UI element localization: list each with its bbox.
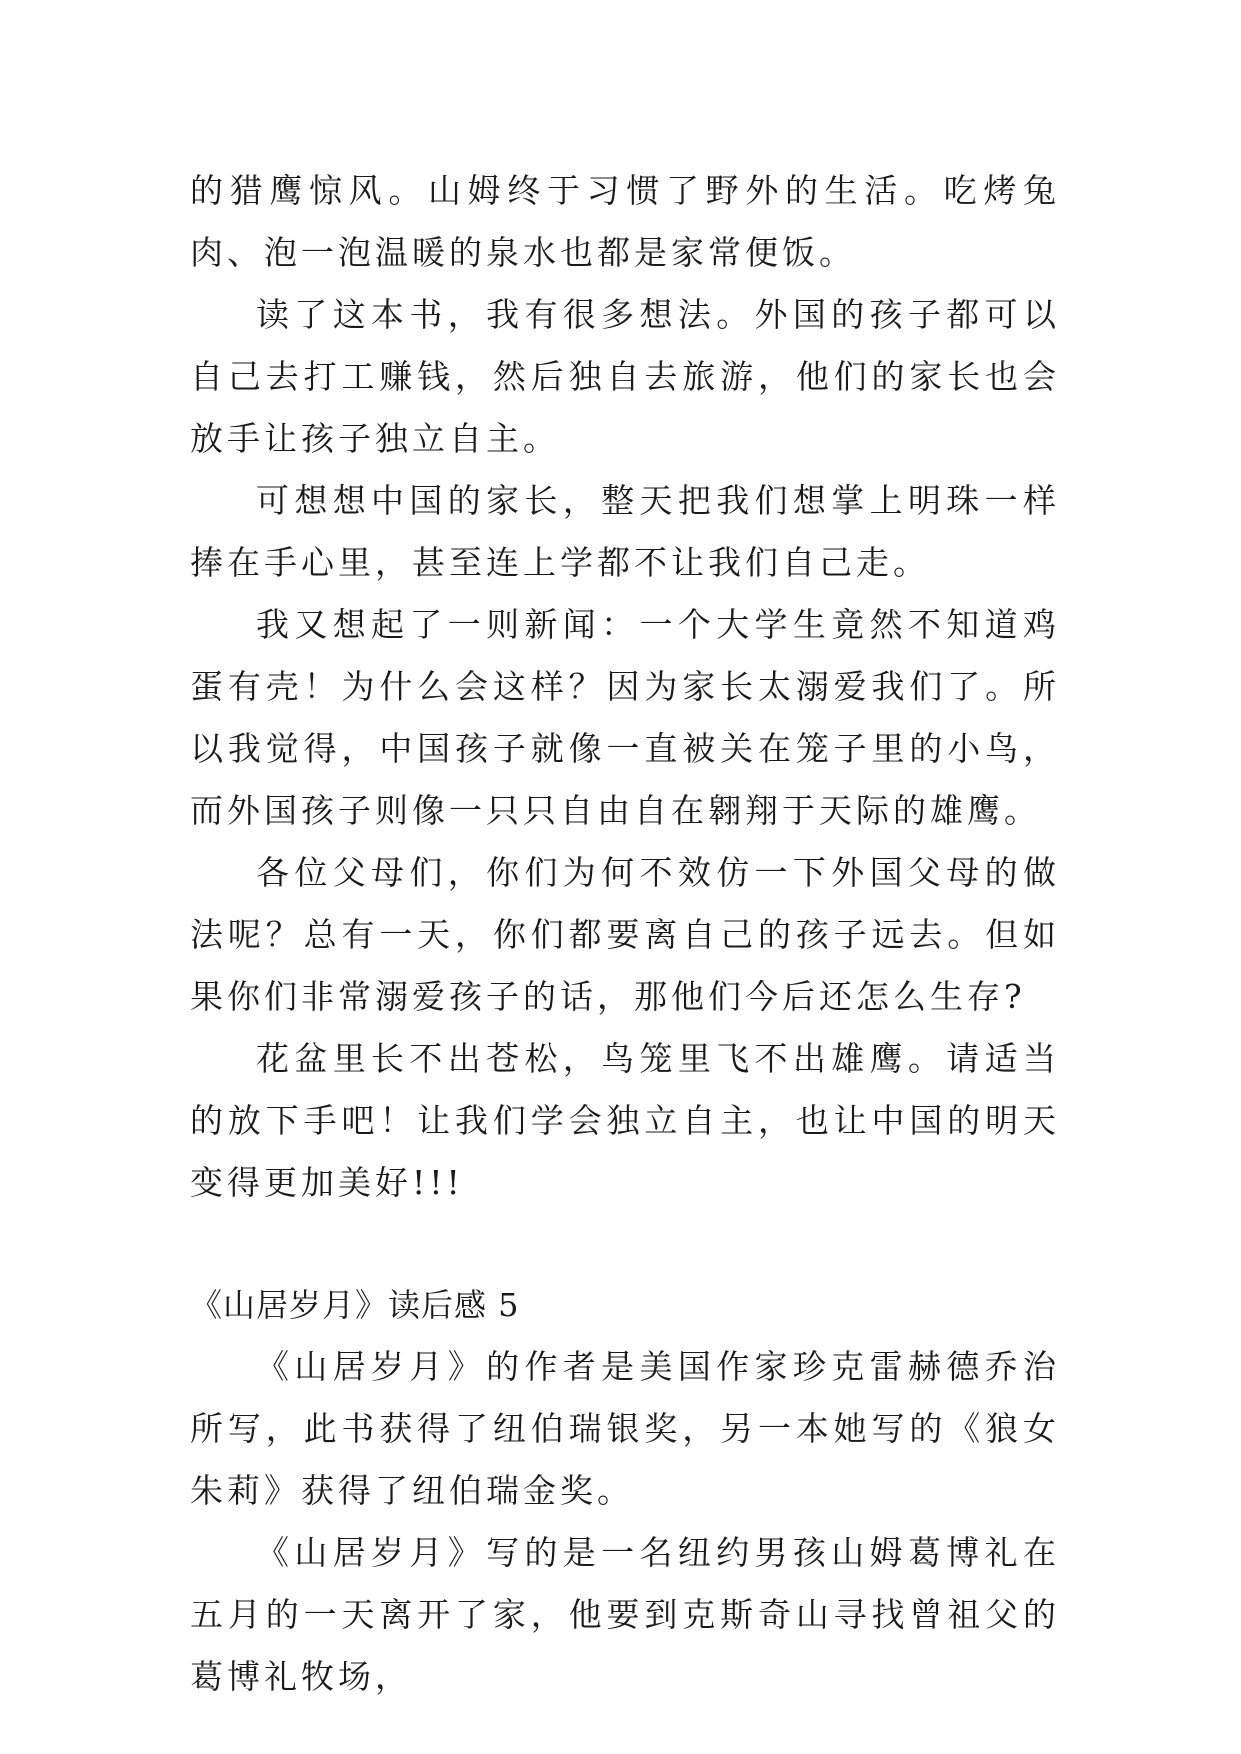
paragraph: 《山居岁月》写的是一名纽约男孩山姆葛博礼在五月的一天离开了家，他要到克斯奇山寻找曾祖父的葛博礼牧场， <box>190 1533 1060 1696</box>
paragraph: 可想想中国的家长，整天把我们想掌上明珠一样捧在手心里，甚至连上学都不让我们自己走。 <box>190 481 1060 582</box>
paragraph: 我又想起了一则新闻：一个大学生竟然不知道鸡蛋有壳！为什么会这样？因为家长太溺爱我们了。所以我觉得，中国孩子就像一直被关在笼子里的小鸟，而外国孩子则像一只只自由自在翱翔于天际的雄鹰。 <box>190 605 1060 830</box>
section-title: 《山居岁月》读后感 5 <box>190 1286 520 1324</box>
paragraph: 各位父母们，你们为何不效仿一下外国父母的做法呢？总有一天，你们都要离自己的孩子远去。但如果你们非常溺爱孩子的话，那他们今后还怎么生存? <box>190 853 1060 1016</box>
paragraph: 《山居岁月》的作者是美国作家珍克雷赫德乔治所写，此书获得了纽伯瑞银奖，另一本她写的《狼女朱莉》获得了纽伯瑞金奖。 <box>190 1347 1060 1510</box>
paragraph: 读了这本书，我有很多想法。外国的孩子都可以自己去打工赚钱，然后独自去旅游，他们的家长也会放手让孩子独立自主。 <box>190 295 1060 458</box>
paragraph: 花盆里长不出苍松，鸟笼里飞不出雄鹰。请适当的放下手吧！让我们学会独立自主，也让中国的明天变得更加美好!!! <box>190 1039 1060 1202</box>
paragraph: 的猎鹰惊风。山姆终于习惯了野外的生活。吃烤兔肉、泡一泡温暖的泉水也都是家常便饭。 <box>190 171 1060 272</box>
document-body <box>190 160 1060 1708</box>
